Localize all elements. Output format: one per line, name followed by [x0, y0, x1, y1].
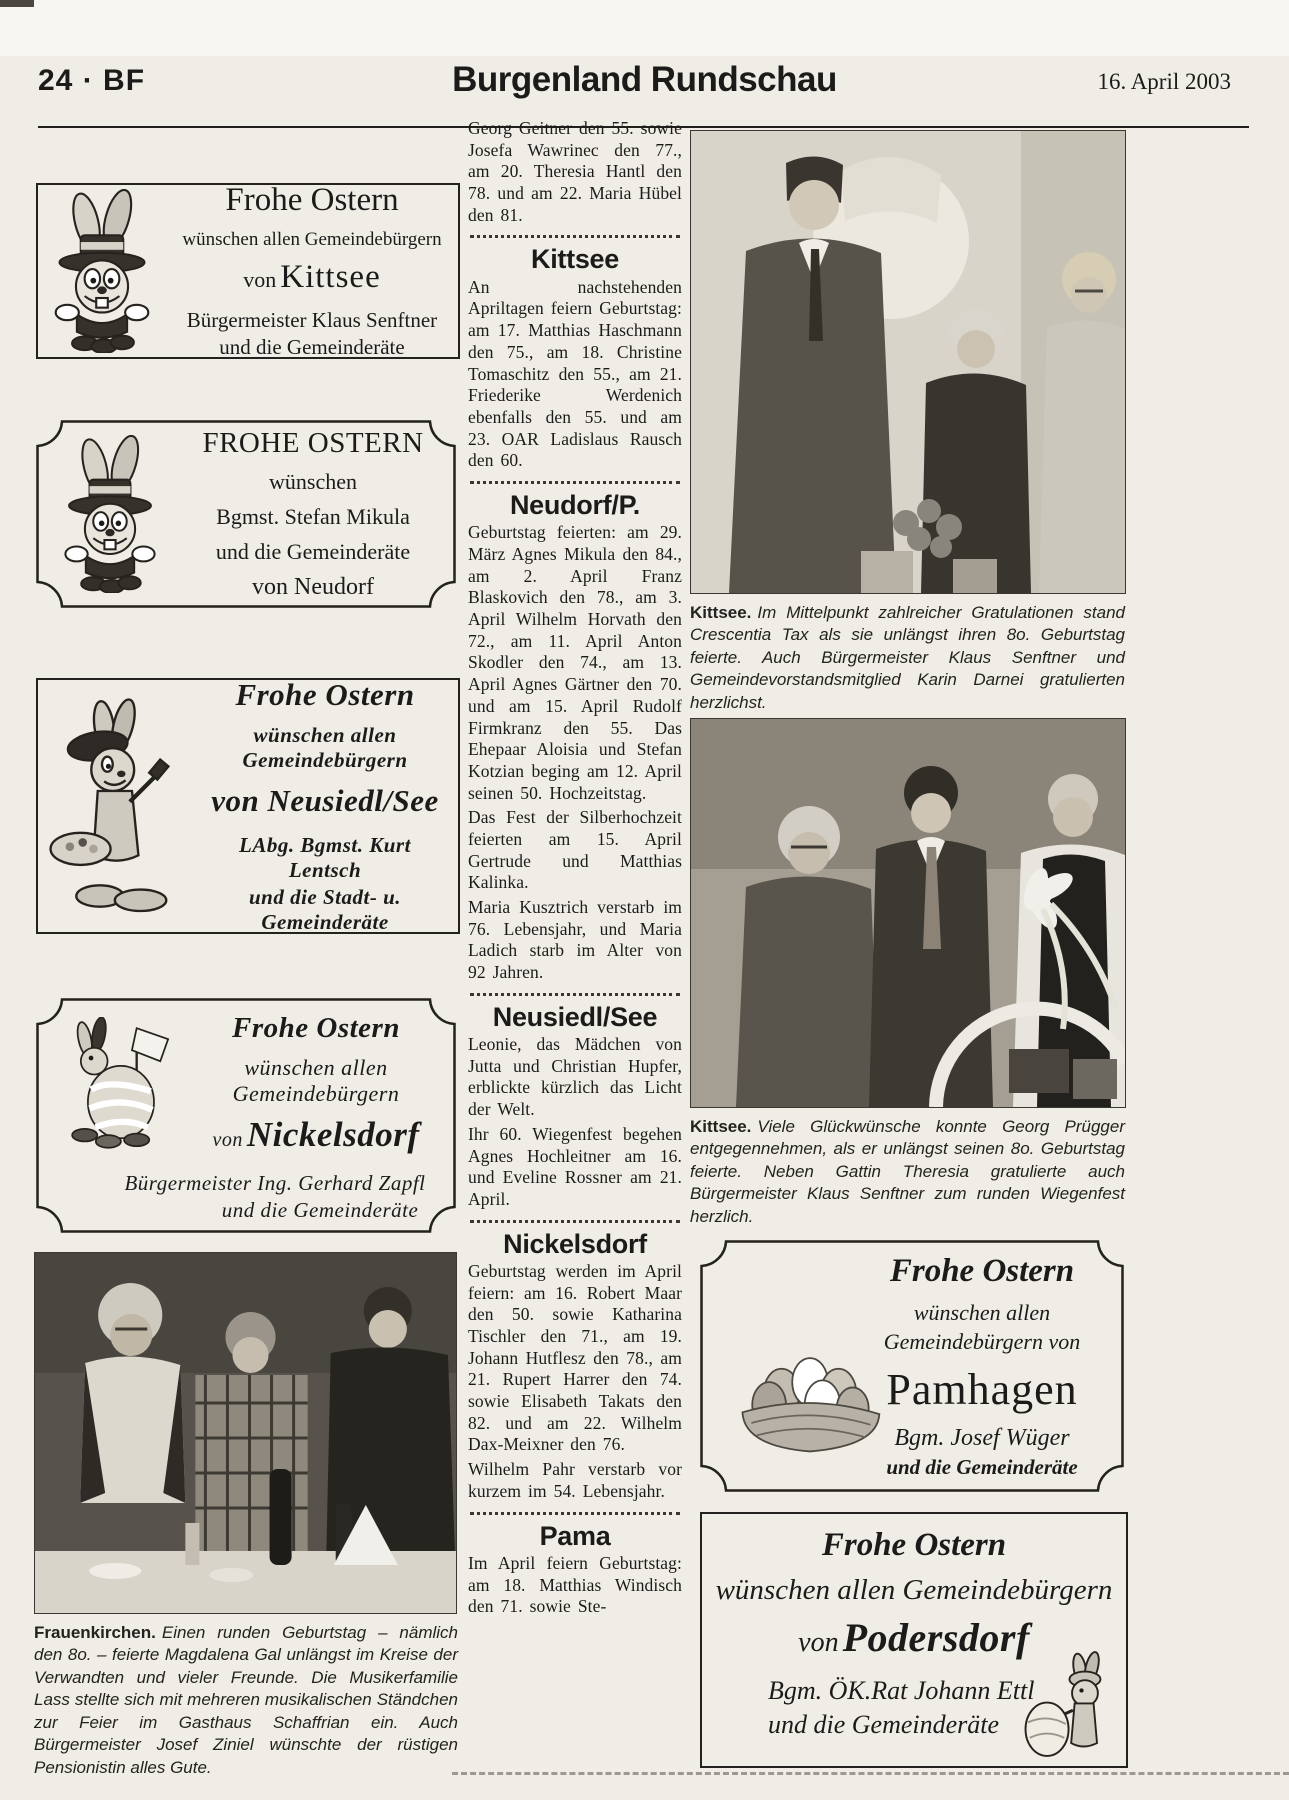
caption-text: Im Mittelpunkt zahlreicher Gratulationen stand Crescentia Tax als sie unlängst ihren 8o. Geburtstag feierte. Auch Bürgermeister Klaus Senftner und Gemeindevorstandsmitglied Karin Darnei gratulierten herzlichst. — [690, 603, 1125, 712]
caption-lead: Frauenkirchen. — [34, 1623, 156, 1642]
news-paragraph: Geburtstag feierten: am 29. März Agnes Mikula den 84., am 2. April Franz Blaskovich den 78., am 3. April Wilhelm Horvath den 72., am 11. April Anton Skodler den 74., am 13. April Agnes Gärtner den 70. und am 15. April Rudolf Firmkranz den 55. Das Ehepaar Aloisia und Stefan Kotzian beging am 12. April seinen 50. Hochzeitstag. — [468, 522, 682, 803]
issue-date: 16. April 2003 — [1097, 69, 1231, 94]
ad-nickelsdorf-municipality: von Nickelsdorf — [212, 1115, 420, 1154]
caption-text: Viele Glückwünsche konnte Georg Prügger entgegennehmen, als er unlängst seinen 8o. Geburtstag feierte. Neben Gattin Theresia gratulierte auch Bürgermeister Klaus Senftner zum runden Wiegenfest herzlich. — [690, 1117, 1125, 1226]
photo-kittsee-tax-illustration — [691, 131, 1125, 593]
ad-neudorf-line3: Bgmst. Stefan Mikula — [216, 504, 410, 529]
ad-kittsee-signature1: Bürgermeister Klaus Senftner — [186, 308, 438, 333]
dotted-divider — [470, 993, 680, 996]
section-heading-nickelsdorf: Nickelsdorf — [503, 1228, 647, 1259]
photo-frauenkirchen-illustration — [35, 1253, 456, 1613]
ad-neudorf-line4: und die Gemeinderäte — [215, 539, 411, 564]
dotted-divider — [470, 1220, 680, 1223]
caption-frauenkirchen — [34, 1622, 458, 1779]
photo-kittsee-pruegger — [690, 718, 1126, 1108]
section-heading-neusiedl: Neusiedl/See — [492, 1001, 658, 1032]
ad-pamhagen-municipality: Pamhagen — [886, 1364, 1078, 1414]
page-number: 24 · BF — [38, 64, 146, 97]
easter-bunny-tophat-icon — [38, 189, 166, 353]
news-paragraph: Geburtstag werden im April feiern: am 16. Robert Maar den 50. sowie Katharina Tischler den 71., am 19. Johann Hutflesz den 78., am 21. Rupert Harrer den 74. sowie Elisabeth Takats den 82. und am 22. Wilhelm Dax-Meixner den 76. — [468, 1260, 682, 1455]
scan-margin — [0, 0, 1289, 56]
dotted-divider — [470, 1512, 680, 1515]
photo-kittsee-tax — [690, 130, 1126, 594]
birthday-news-column — [468, 118, 682, 1800]
ad-pamhagen-subtitle: wünschen allen Gemeindebürgern von — [883, 1300, 1081, 1354]
ad-neusiedl-title: Frohe Ostern — [235, 677, 415, 712]
ad-neudorf-title: FROHE OSTERN — [202, 427, 424, 459]
caption-kittsee-pruegger — [690, 1116, 1125, 1228]
scan-edge — [452, 1772, 1289, 1775]
caption-lead: Kittsee. — [690, 603, 752, 622]
ad-podersdorf-subtitle: wünschen allen Gemeindebürgern — [715, 1573, 1113, 1606]
dotted-divider — [470, 235, 680, 238]
easter-ad-pamhagen — [700, 1240, 1124, 1492]
ad-nickelsdorf-signature1: Bürgermeister Ing. Gerhard Zapfl — [124, 1171, 426, 1195]
ad-podersdorf-municipality: von Podersdorf — [798, 1614, 1030, 1660]
masthead-title: Burgenland Rundschau — [452, 60, 837, 99]
ad-neusiedl-subtitle: wünschen allen Gemeindebürgern — [242, 723, 408, 772]
bunny-with-egg-flag-icon — [58, 1017, 176, 1151]
news-paragraph: Leonie, das Mädchen von Jutta und Christian Hupfer, erblickte kürzlich das Licht der Welt. — [468, 1034, 682, 1120]
section-heading-neudorf: Neudorf/P. — [509, 489, 641, 520]
easter-ad-kittsee — [36, 183, 460, 359]
bunny-painting-egg-icon — [1012, 1650, 1120, 1762]
ad-neusiedl-signature2: und die Stadt- u. Gemeinderäte — [248, 885, 402, 934]
ad-kittsee-subtitle: wünschen allen Gemeindebürgern — [182, 229, 442, 251]
painter-bunny-icon — [42, 688, 192, 924]
scan-artifact — [0, 0, 34, 7]
news-paragraph: Im April feiern Geburtstag: am 18. Matthias Windisch den 71. sowie Ste- — [468, 1552, 682, 1617]
news-paragraph: Das Fest der Silberhochzeit feierten am 15. April Gertrude und Matthias Kalinka. — [468, 807, 682, 893]
ad-neusiedl-signature1: LAbg. Bgmst. Kurt Lentsch — [239, 833, 411, 882]
ad-kittsee-title: Frohe Ostern — [225, 181, 399, 218]
ad-neusiedl-municipality: von Neusiedl/See — [211, 783, 439, 818]
easter-ad-nickelsdorf — [36, 998, 456, 1233]
ad-nickelsdorf-signature2: und die Gemeinderäte — [221, 1198, 419, 1222]
ad-pamhagen-title: Frohe Ostern — [889, 1252, 1075, 1289]
ad-nickelsdorf-subtitle: wünschen allen Gemeindebürgern — [232, 1055, 400, 1106]
news-paragraph: Georg Geitner den 55. sowie Josefa Wawrinec den 77., am 20. Theresia Hantl den 78. und am 22. Maria Hübel den 81. — [468, 118, 682, 225]
ad-pamhagen-signature2: und die Gemeinderäte — [886, 1455, 1078, 1480]
easter-ad-podersdorf — [700, 1512, 1128, 1768]
ad-podersdorf-signature2: und die Gemeinderäte — [768, 1709, 1000, 1739]
photo-frauenkirchen-birthday — [34, 1252, 457, 1614]
ad-nickelsdorf-title: Frohe Ostern — [232, 1012, 400, 1044]
photo-kittsee-pruegger-illustration — [691, 719, 1125, 1107]
caption-kittsee-tax — [690, 602, 1125, 714]
ad-podersdorf-title: Frohe Ostern — [821, 1527, 1007, 1563]
caption-text: Einen runden Geburtstag – nämlich den 8o. – feierte Magdalena Gal unlängst im Kreise der Verwandten und vieler Freunde. Die Musikerfamilie Lass stellte sich mit mehreren musikalischen Ständchen zur Feier im Gasthaus Schaffrian ein. Auch Bürgermeister Josef Ziniel wünschte der rüstigen Pensionistin alles Gute. — [34, 1623, 458, 1777]
news-paragraph: An nachstehenden Apriltagen feiern Geburtstag: am 17. Matthias Haschmann den 75., am 18. Christine Tomaschitz den 55., am 21. Friederike Werdenich ebenfalls den 55. und am 23. OAR Ladislaus Rausch den 60. — [468, 276, 682, 471]
easter-ad-neusiedl-see — [36, 678, 460, 934]
ad-kittsee-signature2: und die Gemeinderäte — [219, 335, 405, 360]
ad-neudorf-line2: wünschen — [269, 469, 357, 494]
caption-lead: Kittsee. — [690, 1117, 752, 1136]
section-heading-pama: Pama — [539, 1520, 611, 1551]
easter-bunny-tophat-icon — [50, 435, 170, 593]
ad-neudorf-line5: von Neudorf — [252, 574, 374, 600]
easter-ad-neudorf — [36, 420, 456, 608]
news-paragraph: Ihr 60. Wiegenfest begehen Agnes Hochleitner am 16. und Eveline Rossner am 21. April. — [468, 1123, 682, 1209]
dotted-divider — [470, 481, 680, 484]
news-paragraph: Maria Kusztrich verstarb im 76. Lebensjahr, und Maria Ladich starb im Alter von 92 Jahren. — [468, 897, 682, 983]
section-heading-kittsee: Kittsee — [531, 244, 619, 275]
ad-podersdorf-signature1: Bgm. ÖK.Rat Johann Ettl — [768, 1675, 1035, 1705]
ad-pamhagen-signature1: Bgm. Josef Wüger — [894, 1425, 1070, 1452]
news-paragraph: Wilhelm Pahr verstarb vor kurzem im 54. Lebensjahr. — [468, 1459, 682, 1501]
ad-kittsee-municipality: von Kittsee — [243, 259, 381, 296]
